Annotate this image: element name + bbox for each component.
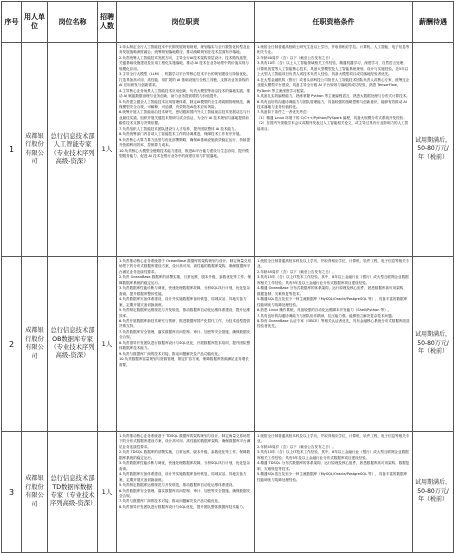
list-item: 8.负责指导开发团队进行数据库设计与SQL优化，开展数据库技术培训，提升团队整体数据库技术能力。 [119,340,250,351]
list-item: 4.精通 TDSQL 分布式数据库的体系架构、运行原理及核心组件，熟悉数据库高可用架构、数据复制、灾难恢复等技术。 [257,461,410,471]
list-item: 8.负责指导开发团队进行数据库设计与SQL优化，提升团队整体数据库技术能力。 [119,504,247,509]
row-unit: 成都银行股份有限公司 [22,257,48,432]
row-qualifications [255,257,413,432]
list-item: 4.在大型金融机构（银行）或者头部科技公司担任人工智能技术团队负责人或核心专家，统筹过企业级大模型平台建设，具备主导全行级 AI 平台规划与落地的成功经验，熟悉 TensorFlow、PyTorch 等主流深度学习框架。 [257,77,410,93]
row-count: 1人 [98,257,117,432]
row-unit: 成都银行股份有限公司 [22,432,48,553]
list-item: 2.年龄45周岁（含）以下（截至公告发布之日）。 [257,444,336,449]
row-pay: 试用期满后，50-80万元/年（税前） [413,43,454,257]
list-item: 9.负责核心大算力算力选型与优化部署策略，确保AI基础设施高效稳定运行，持续提升资源利用效率，控制算力成本。 [119,137,250,148]
row-no: 3 [2,432,22,553]
list-item: （1）精通 Linux 环境下的 C/C++/Python/PySpark 编程，具备大规模分布式系统开发经验； [257,115,407,120]
header-count: 招聘人数 [98,2,117,43]
header-duties: 岗位职责 [117,2,255,43]
row-no: 1 [2,43,22,257]
row-qualifications [255,43,413,257]
list-item: 5.负责制定数据库运维规范与开发规范，推动数据库自动化运维体系建设。 [119,483,236,488]
list-item: 6.熟悉 Linux 操作系统，具备较强的自动化运维脚本开发能力（Shell/Python 等）。 [257,308,392,313]
list-item: 10.负责数据库容量规划与资源管理，制定扩容方案，保障数据库资源满足业务增长需要。 [119,357,249,367]
list-item: 2.负责统筹人工智能技术发展方向，主导全行AI技术架构顶层设计、技术路线选型，关键基础设施建设及应用工程化实施落地，推动 AI 技术在业务场景中的价值实现与规模化应用。 [119,55,250,71]
list-item: 1.牵头制定全行人工智能技术中长期发展规划规划，规划落实与全行数智化转型及业务发展战略深度融合；统筹规划落地路径，推动战略规划在技术层面有序落地。 [119,45,251,55]
list-item: 7.负责数据库安全管理，落实数据库访问控制、审计、加密等安全措施，确保数据安全合规。 [119,329,251,340]
list-item: 6.负责开展数据库新技术研究与预研，推进数据库国产化替代工作，为技术选型提供决策支持。 [119,318,251,329]
list-item: 7.具备如下条件之一者优先考虑： [257,110,311,115]
list-item: 1.负责推动核心业务系统基于 OceanBase 数据库的架构规划与设计，制定海量交易场景下的分布式数据库建设方案，设计高可用、高性能的数据库架构，确保数据库平台满足业务连续性要求。 [119,259,252,274]
row-count: 1人 [98,43,117,257]
list-item: （2）在国内外顶级学术会议或期刊发表过人工智能相关论文，或主导过具有行业影响力的人工智能项目。 [257,121,409,131]
row-count: 1人 [98,432,117,553]
list-item: 1.统招全日制普通高校本科及以上学历，并取得相应学位，计算机、软件工程、电子信息等相关专业。 [257,434,410,444]
list-item: 7.负责组织人工智能技术团队建设与人才培养，提升团队整体 AI 技术能力。 [119,126,239,131]
header-no: 序号 [2,2,22,43]
list-item: 9.负责与数据库厂商的技术对接，推动问题解决及产品功能优化。 [119,351,222,356]
list-item: 4.精通 OceanBase 分布式数据库的体系架构、运行原理及核心组件，熟悉数据库高可用架构、数据复制、灾难恢复等技术。 [257,286,407,296]
list-item: 3.负责数据库性能诊断与调优，快速处理数据库故障，分析SQL执行计划，优化复杂查询，提升数据库整体性能。 [119,286,250,296]
header-position: 岗位名称 [48,2,98,43]
list-item: 3.具有10年（含）以上人工智能领域相关工作经验，精通机器学习、深度学习、自然语言处理、计算机视觉等人工智能核心技术，具备大型模型及人工智能系统规划、设计与实施经验。近5年以上大型人工智能项目负责人或技术负责人经验，具备大模型项目成功落地经验者优先。 [257,61,409,77]
list-item: 4.负责数据库灾备体系建设，设计并实施数据库备份恢复、同城双活、异地灾备方案，定期开展灾备切换演练。 [119,472,247,482]
list-item: 4.负责数据库灾备体系建设，设计并实施数据库备份恢复、同城双活、异地灾备方案，定期开展灾备切换演练。 [119,297,247,307]
list-item: 6.具有良好的沟通协调能力与团队管理能力，具备较强的战略思维与创新意识，能够有效推动 AI 技术落地与业务价值转化。 [257,99,407,109]
row-qualifications [255,432,413,553]
list-item: 5.具备扎实的编程能力，熟练掌握 Python 等主流编程语言，熟悉大数据处理与分布式计算技术。 [257,94,410,99]
row-no: 2 [2,257,22,432]
list-item: 1.统招全日制普通高校本科及以上学历，并取得相应学位，计算机、软件工程、电子信息等相关专业。 [257,259,410,269]
list-item: 3.具有15年（含）以上IT技术工作经验，其中，8年以上金融行业（银行）或大型互联网企业数据库相关工作经验；具有5年及以上金融行业分布式数据库项目建设经验。 [257,450,409,460]
row-duties [117,257,255,432]
list-item: 5.精通SQL语言及至少一种主流数据库（MySQL/Oracle/PostgreSQL 等），具备丰富的数据库性能调优与故障处理经验。 [257,297,408,307]
row-pay: 试用期满后，50-80万元/年（税前） [413,432,454,553]
table-row [2,432,454,553]
list-item: 1.统招全日制普通高校硕士研究生及以上学历，并取得相应学位。计算机、人工智能、电子信息等相关专业。 [257,45,410,55]
row-position: 总行信息技术部TD数据库数据专家（专业技术序列高级-资深） [48,432,98,553]
list-item: 5.负责制定数据库运维规范与开发规范，推动数据库自动化运维体系建设，提升运维效率。 [119,308,251,318]
list-item: 2.年龄40周岁（含）以下（截至公告发布之日）。 [257,55,336,60]
list-item: 3.主导全行大模型（LLM）、机器学习平台等核心技术平台的规划建设与持续优化，打造具备高可用、高性能、易扩展的 AI 基础设施与全栈工具链，支撑各业务条线的 AI 应用研发与创新需求。 [119,72,250,88]
row-duties [117,432,255,553]
list-item: 7.负责与数据库厂商的技术对接，推动问题解决及产品功能优化。 [119,499,222,504]
list-item: 2.负责 OceanBase 数据库的部署实施、日常运维、版本升级、参数优化等工作，保障数据库系统的稳定运行。 [119,275,252,285]
list-item: 3.具有15年（含）以上IT技术工作经验，其中，8年以上金融行业（银行）或大型互联网企业数据库相关工作经验；具有5年及以上金融行业分布式数据库项目建设经验。 [257,275,409,285]
table-row [2,257,454,432]
list-item: 3.负责数据库性能诊断与调优，快速处理数据库故障，分析SQL执行计划，优化复杂查询。 [119,461,250,471]
list-item: 7.具有良好的沟通协调能力与团队协作精神，抗压能力强，能够独立解决复杂技术问题。 [257,313,396,318]
job-table [1,1,454,553]
list-item: 2.负责 TDSQL 数据库的部署实施、日常运维、版本升级、参数优化等工作，保障数据库系统的稳定运行。 [119,450,251,460]
header-pay: 薪酬待遇 [413,2,454,43]
list-item: 8.负责统筹部门内各项人工智能技术工作的协调推进，保障技术工作有序开展。 [119,132,243,137]
row-position: 总行信息技术部人工智能专家（专业技术序列高级-资深） [48,43,98,257]
row-duties [117,43,255,257]
list-item: 6.负责数据库安全管理，落实数据库访问控制、审计、加密等安全措施，确保数据安全合规。 [119,488,251,498]
row-pay: 试用期满后，50-80万元/年（税前） [413,257,454,432]
row-position: 总行信息技术部OB数据库专家（专业技术序列高级-资深） [48,257,98,432]
list-item: 6.统筹开展人工智能前沿技术研究，密切跟踪国内外人工智能前沿技术发展动态与行业最佳实践，组织开展关键技术预研与试点验证，为全行 AI 技术规划与落地提供前瞻性技术支撑与决策依据。 [119,110,251,126]
list-item: 4.主导核心业务场景人工智能技术应用创新，负责大模型等前沿技术的落地实践，推动 AI 赋能数据治理与业务创新，助力业务提质增效与价值提升。 [119,88,251,99]
header-qualifications: 任职资格条件 [255,2,413,43]
list-item: 5.精通SQL语言及至少一种主流数据库（MySQL/Oracle/PostgreSQL 等），具备丰富的数据库性能调优与故障处理经验。 [257,472,408,482]
list-item: 5.负责建立健全人工智能技术应用管理体系，制定AI模型的全生命周期管理规范，确保模型安全合规、可解释、可追溯，有效防范AI技术应用风险。 [119,99,250,109]
header-unit: 用人单位 [22,2,48,43]
list-item: 8.持有 OceanBase 认证专家（OBCE）等相关认证者优先，具有金融核心系统分布式数据库改造经验者优先。 [257,318,410,329]
list-item: 2.年龄45周岁（含）以下（截至公告发布之日）。 [257,269,336,274]
list-item: 10.负责核心大模型全链路技术能力建设，推进AI平台能力建设与生态协同，提升模型服务能力，促进 AI 技术在银行业务中的深度应用与扩展落地。 [119,148,249,159]
list-item: 1.负责推动核心业务系统基于 TDSQL 数据库的架构规划与设计，制定海量交易场景下的分布式数据库建设方案，设计高可用、高性能的数据库架构，确保数据库平台满足业务连续性要求。 [119,434,251,449]
row-unit: 成都银行股份有限公司 [22,43,48,257]
table-row [2,43,454,257]
header-row [2,2,454,43]
